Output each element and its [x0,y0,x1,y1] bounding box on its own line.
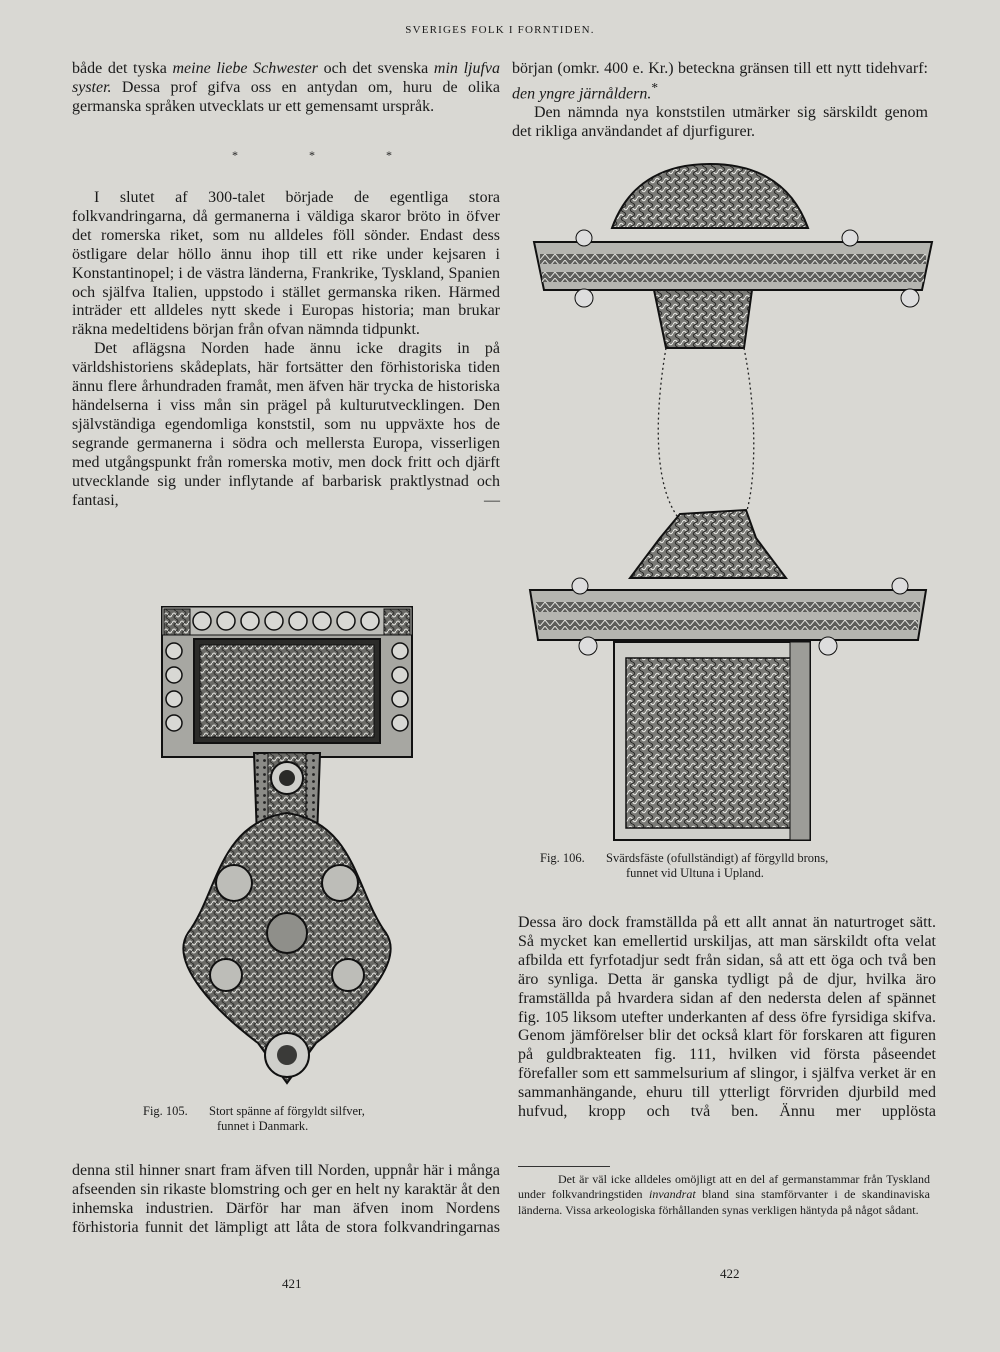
fig106-sword-hilt-illustration [520,158,946,855]
sword-hilt-drawing [520,158,946,850]
paragraph: I slutet af 300-talet började de egentliga stora folkvandringarna, då germanerna i väldiga skaror bröto in öfver det romerska riket, som nu alldeles föll sönder. Endast dess östligare delar höllo ännu ihop till ett rike under kejsaren i Konstantinopel; i de västra länderna, Frankrike, Tyskland, Spanien och själfva Italien, uppstodo i stället germanska riken. Härmed inträder ett alldeles nytt skede i Europas historia; man brukar räkna medeltidens början från ofvan nämnda tidpunkt. [72,189,500,339]
section-separator: * * * [232,148,426,162]
page-number-left: 421 [282,1276,302,1291]
page-number-right: 422 [720,1266,740,1281]
running-head: SVERIGES FOLK I FORNTIDEN. [405,24,595,36]
left-top-paragraph: både det tyska meine liebe Schwester och det svenska min ljufva syster. Dessa prof gifva oss en antydan om, huru de olika germanska språken utvecklats ur ett gemensamt urspråk. [72,60,501,115]
fig105-brooch-illustration [156,603,418,1104]
fig105-caption: Fig. 105. Stort spänne af förgyldt silfver, funnet i Danmark. [143,1104,365,1133]
footnote: Det är väl icke alldeles omöjligt att en del af germanstammar från Tyskland under folkvandringstiden invandrat bland sina stamförvanter i de skandinaviska länderna. Vissa arkeologiska förhållanden synas verkligen häntyda på något sådant. [518,1172,930,1217]
left-bottom-text [72,1162,500,1238]
footnote-rule [518,1166,610,1167]
left-main-text [72,189,500,510]
fig106-caption: Fig. 106. Svärdsfäste (ofullständigt) af förgylld brons, funnet vid Ultuna i Upland. [540,851,829,880]
brooch-drawing [156,603,418,1099]
right-bottom-text [518,914,936,1122]
right-top-text: början (omkr. 400 e. Kr.) beteckna gränsen till ett nytt tidehvarf: den yngre järnåldern.* Den nämnda nya konststilen utmärker sig särskildt genom det rikliga användandet af djurfigurer. [512,60,928,141]
paragraph: denna stil hinner snart fram äfven till Norden, uppnår här i många afseenden sin rikaste blomstring och ger en helt ny karaktär åt den inhemska industrien. Därför har man äfven inom Nordens förhistoria funnit det lämpligt att låta de stora folkvandringarnas [72,1162,500,1236]
paragraph: Det aflägsna Norden hade ännu icke dragits in på världshistoriens skådeplats, här fortsätter den förhistoriska tiden ännu flere århundraden framåt, men äfven här trycka de historiska händelserna i viss mån sin prägel på kulturutvecklingen. Den självständiga egendomliga konststil, som nu uppväxte hos de segrande germanerna i södra och mellersta Europa, visserligen med utgångspunkt från romerska motiv, men dock fritt och djärft utvecklande sig under inflytande af barbarisk praktlystnad och fantasi, — [72,340,500,509]
paragraph: Dessa äro dock framställda på ett allt annat än naturtroget sätt. Så mycket kan emellertid urskiljas, att man särskildt ofta velat afbilda ett fyrfotadjur sedt från sidan, så att ett öga och två ben äro synliga. Detta är ganska tydligt på de djur, hvilka äro framställda på hvardera sidan af den nedersta delen af spännet fig. 105 liksom utefter underkanten af dess öfre fyrsidiga skifva. Genom jämförelser blir det också klart för forskaren att figuren på guldbrakteaten fig. 111, hvilken vid första påseendet förefaller som ett sammelsurium af slingor, i själfva verket är en sammanhängande, ehuru till ytterligt förvriden djurbild med hufvud, kropp och två ben. Ännu mer upplösta [518,914,936,1121]
